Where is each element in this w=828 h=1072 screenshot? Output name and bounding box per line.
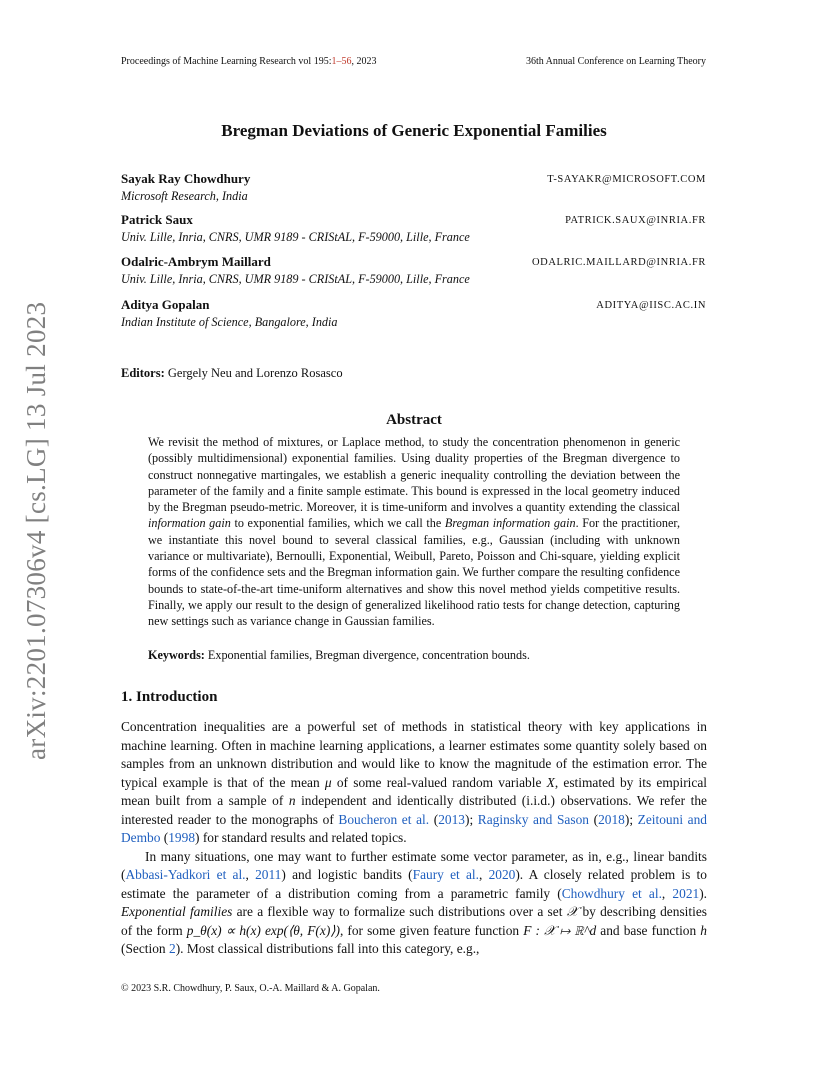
author-name: Sayak Ray Chowdhury — [121, 171, 251, 186]
citation-link[interactable]: Abbasi-Yadkori et al. — [125, 867, 246, 882]
author-name: Patrick Saux — [121, 212, 193, 227]
copyright-footer: © 2023 S.R. Chowdhury, P. Saux, O.-A. Maillard & A. Gopalan. — [121, 983, 380, 994]
citation-year-link[interactable]: 1998 — [168, 830, 196, 845]
running-header-left: Proceedings of Machine Learning Research vol 195:1–56, 2023 — [121, 56, 377, 67]
author-email: ADITYA@IISC.AC.IN — [596, 300, 706, 311]
keywords-label: Keywords: — [148, 648, 205, 662]
section-ref-link[interactable]: 2 — [168, 941, 176, 956]
author-affiliation: Univ. Lille, Inria, CNRS, UMR 9189 - CRIStAL, F-59000, Lille, France — [121, 272, 470, 286]
citation-year-link[interactable]: 2021 — [672, 885, 700, 901]
keywords-text: Exponential families, Bregman divergence, concentration bounds. — [207, 648, 530, 662]
citation-link[interactable]: Raginsky and Sason — [477, 811, 589, 827]
citation-year-link[interactable]: 2013 — [438, 811, 465, 827]
paragraph: Concentration inequalities are a powerful set of methods in statistical theory with key applications in machine learning. Often in machine learning applications, a learner estimates some quantity solely based on samples from an unknown distribution and would like to know the magnitude of the estimation error. The typical example is that of the mean μ of some real-valued random variable X, estimated by its empirical mean built from a sample of n independent and identically distributed (i.i.d.) observations. We refer the interested reader to the monographs of Boucheron et al. (2013); Raginsky and Sason (2018); Zeitouni and Dembo (1998) for standard results and related topics. — [121, 719, 708, 845]
citation-link[interactable]: Zeitouni and Dembo — [121, 811, 708, 845]
author-affiliation: Microsoft Research, India — [121, 189, 248, 203]
paragraph: In many situations, one may want to further estimate some vector parameter, as in, e.g., linear bandits (Abbasi-Yadkori et al., 2011) and logistic bandits (Faury et al., 2020). A closely related problem is to estimate the parameter of a distribution coming from a parametric family (Chowdhury et al., 2021). Exponential families are a flexible way to formalize such distributions over a set 𝒳 by describing densities of the form p_θ(x) ∝ h(x) exp(⟨θ, F(x)⟩), for some given feature function F : 𝒳 ↦ ℝ^d and base function h (Section 2). Most classical distributions fall into this category, e.g., — [121, 848, 708, 956]
citation-year-link[interactable]: 2011 — [255, 867, 282, 882]
keywords-line — [148, 648, 680, 663]
paper-title: Bregman Deviations of Generic Exponential Families — [221, 121, 607, 140]
citation-link[interactable]: Faury et al. — [412, 867, 479, 882]
author-email: ODALRIC.MAILLARD@INRIA.FR — [531, 257, 706, 268]
abstract-heading: Abstract — [386, 412, 442, 428]
citation-year-link[interactable]: 2018 — [598, 811, 625, 827]
author-block — [121, 254, 470, 287]
editors-label: Editors: — [121, 366, 165, 380]
editors-line — [121, 366, 343, 381]
author-block — [121, 297, 338, 330]
author-email: T-SAYAKR@MICROSOFT.COM — [547, 174, 706, 185]
author-name: Odalric-Ambrym Maillard — [121, 254, 271, 269]
running-header-right: 36th Annual Conference on Learning Theory — [525, 56, 706, 67]
arxiv-sidebar-stamp: arXiv:2201.07306v4 [cs.LG] 13 Jul 2023 — [21, 301, 51, 760]
author-name: Aditya Gopalan — [121, 297, 210, 312]
author-affiliation: Indian Institute of Science, Bangalore, India — [121, 315, 338, 329]
author-affiliation: Univ. Lille, Inria, CNRS, UMR 9189 - CRIStAL, F-59000, Lille, France — [121, 230, 470, 244]
editors-names: Gergely Neu and Lorenzo Rosasco — [167, 366, 343, 380]
citation-link[interactable]: Boucheron et al. — [338, 811, 430, 827]
citation-link[interactable]: Chowdhury et al. — [561, 885, 662, 901]
citation-year-link[interactable]: 2020 — [488, 867, 516, 882]
introduction-body — [121, 718, 707, 959]
section-heading-introduction: 1. Introduction — [121, 689, 218, 705]
abstract-text: We revisit the method of mixtures, or Laplace method, to study the concentration phenomenon in generic (possibly multidimensional) exponential families. Using duality properties of the Bregman divergence to construct nonnegative martingales, we establish a generic inequality controlling the deviation between the parameter of the family and a finite sample estimate. This bound is expressed in the local geometry induced by the Bregman pseudo-metric. Moreover, it is time-uniform and involves a quantity extending the classical information gain to exponential families, which we call the Bregman information gain. For the practitioner, we instantiate this novel bound to several classical families, e.g., Gaussian (including with unknown variance or multivariate), Bernoulli, Exponential, Weibull, Pareto, Poisson and Chi-square, yielding explicit forms of the confidence sets and the Bregman information gain. We further compare the resulting confidence bounds to state-of-the-art time-uniform alternatives and show this novel method yields competitive results. Finally, we apply our result to the design of generalized likelihood ratio tests for change detection, capturing new settings such as variance change in Gaussian families. — [148, 435, 680, 629]
page-range-link[interactable]: 1–56 — [331, 56, 352, 67]
author-block — [121, 171, 250, 204]
author-email: PATRICK.SAUX@INRIA.FR — [565, 215, 706, 226]
author-block — [121, 212, 470, 245]
